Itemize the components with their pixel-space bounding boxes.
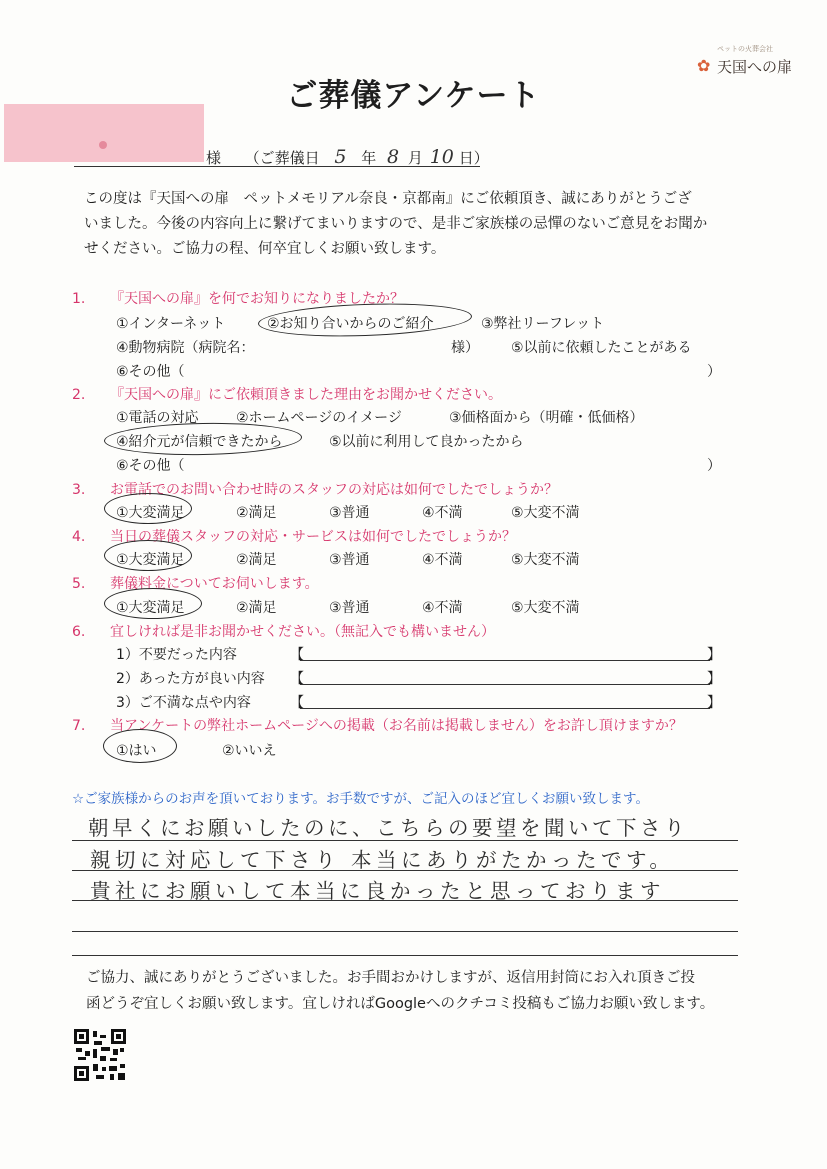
question-2 bbox=[72, 384, 502, 404]
redaction-mark bbox=[99, 141, 107, 149]
question-text: 『天国への扉』を何でお知りになりましたか？ bbox=[110, 291, 404, 307]
honorific-label: 様 bbox=[206, 149, 222, 167]
closing-line: ご協力、誠にありがとうございました。お手間おかけしますが、返信用封筒にお入れ頂きご投 bbox=[86, 970, 695, 986]
q1-option-5[interactable]: ⑤以前に依頼したことがある bbox=[511, 340, 692, 356]
q3-selection-circle bbox=[104, 493, 192, 524]
feedback-note: ☆ご家族様からのお声を頂いております。お手数ですが、ご記入のほど宜しくお願い致します。 bbox=[72, 791, 649, 807]
question-text: 葬儀料金についてお伺いします。 bbox=[110, 576, 319, 592]
intro-line: この度は『天国への扉 ペットメモリアル奈良・京都南』にご依頼頂き、誠にありがとうござ bbox=[84, 191, 692, 207]
q6-item-1-field[interactable] bbox=[300, 660, 710, 661]
question-number: 2. bbox=[72, 387, 86, 403]
q4-option-5[interactable]: ⑤大変不満 bbox=[511, 552, 580, 568]
q2-option-3[interactable]: ③価格面から（明確・低価格） bbox=[449, 410, 644, 426]
intro-line: いました。今後の内容向上に繋げてまいりますので、是非ご家族様の忌憚のないご意見をお聞か bbox=[84, 216, 708, 232]
q2-option-5[interactable]: ⑤以前に利用して良かったから bbox=[329, 434, 524, 450]
q2-option-6-end: ） bbox=[707, 458, 721, 474]
q2-option-4[interactable]: ④紹介元が信頼できたから bbox=[116, 434, 283, 450]
q1-option-4-end: 様） bbox=[451, 340, 479, 356]
year-unit: 年 bbox=[361, 149, 377, 167]
question-number: 5. bbox=[72, 576, 86, 592]
question-6 bbox=[72, 621, 495, 641]
q1-option-6[interactable]: ⑥その他（ bbox=[116, 364, 185, 380]
q6-item-1-bracket-close: 】 bbox=[707, 647, 721, 663]
logo-name: 天国への扉 bbox=[717, 58, 793, 76]
q4-selection-circle bbox=[104, 540, 192, 571]
q7-option-1[interactable]: ①はい bbox=[116, 743, 157, 759]
q6-item-3-bracket-close: 】 bbox=[707, 695, 721, 711]
q2-option-6[interactable]: ⑥その他（ bbox=[116, 458, 185, 474]
q3-option-5[interactable]: ⑤大変不満 bbox=[511, 505, 580, 521]
q6-item-1-bracket-open: 【 bbox=[290, 647, 304, 663]
q5-option-3[interactable]: ③普通 bbox=[329, 600, 370, 616]
q6-item-3-field[interactable] bbox=[300, 708, 710, 709]
logo-mark-icon: ✿ bbox=[697, 56, 711, 75]
q4-option-4[interactable]: ④不満 bbox=[422, 552, 463, 568]
q6-item-3-bracket-open: 【 bbox=[290, 695, 304, 711]
handwritten-comment-line-3: 貴社にお願いして本当に良かったと思っております bbox=[90, 879, 665, 903]
writing-line bbox=[72, 931, 738, 932]
q2-option-2[interactable]: ②ホームページのイメージ bbox=[236, 410, 402, 426]
intro-line: せください。ご協力の程、何卒宜しくお願い致します。 bbox=[84, 241, 446, 257]
q5-option-1[interactable]: ①大変満足 bbox=[116, 600, 185, 616]
q6-item-2-field[interactable] bbox=[300, 684, 710, 685]
q3-option-3[interactable]: ③普通 bbox=[329, 505, 370, 521]
q6-item-2-bracket-close: 】 bbox=[707, 671, 721, 687]
closing-text bbox=[86, 965, 746, 1017]
question-5 bbox=[72, 573, 319, 593]
question-number: 3. bbox=[72, 482, 86, 498]
section-divider bbox=[72, 955, 738, 956]
q6-item-3-label: 3）ご不満な点や内容 bbox=[116, 695, 251, 711]
q1-option-1[interactable]: ①インターネット bbox=[116, 316, 226, 332]
handwritten-month: 8 bbox=[387, 146, 400, 168]
q1-option-2[interactable]: ②お知り合いからのご紹介 bbox=[267, 316, 434, 332]
question-text: お電話でのお問い合わせ時のスタッフの対応は如何でしたでしょうか？ bbox=[110, 482, 558, 498]
question-number: 6. bbox=[72, 624, 86, 640]
handwritten-day: 10 bbox=[429, 146, 454, 168]
q6-item-2-label: 2）あった方が良い内容 bbox=[116, 671, 265, 687]
q7-selection-circle bbox=[103, 729, 177, 763]
redacted-name-block bbox=[4, 104, 204, 162]
page-title: ご葬儀アンケート bbox=[286, 78, 541, 114]
q4-option-3[interactable]: ③普通 bbox=[329, 552, 370, 568]
handwritten-comment-line-2: 親切に対応して下さり 本当にありがたかったです。 bbox=[90, 848, 675, 872]
closing-line: 函どうぞ宜しくお願い致します。宜しければGoogleへのクチコミ投稿もご協力お願い致します。 bbox=[86, 996, 715, 1012]
name-underline bbox=[74, 166, 480, 167]
q5-selection-circle bbox=[104, 588, 202, 619]
intro-text bbox=[84, 187, 744, 262]
q1-option-6-end: ） bbox=[707, 364, 721, 380]
q1-option-3[interactable]: ③弊社リーフレット bbox=[481, 316, 605, 332]
month-unit: 月 bbox=[407, 149, 423, 167]
day-unit: 日） bbox=[458, 149, 489, 167]
q5-option-2[interactable]: ②満足 bbox=[236, 600, 277, 616]
handwritten-comment-line-1: 朝早くにお願いしたのに、こちらの要望を聞いて下さり bbox=[88, 816, 688, 840]
date-prefix-label: （ご葬儀日 bbox=[244, 149, 320, 167]
q2-option-1[interactable]: ①電話の対応 bbox=[116, 410, 199, 426]
q1-option-4[interactable]: ④動物病院（病院名： bbox=[116, 340, 255, 356]
question-number: 7. bbox=[72, 718, 86, 734]
q3-option-1[interactable]: ①大変満足 bbox=[116, 505, 185, 521]
question-text: 『天国への扉』にご依頼頂きました理由をお聞かせください。 bbox=[110, 387, 502, 403]
q5-option-4[interactable]: ④不満 bbox=[422, 600, 463, 616]
q7-option-2[interactable]: ②いいえ bbox=[222, 743, 277, 759]
question-text: 当日の葬儀スタッフの対応・サービスは如何でしたでしょうか？ bbox=[110, 529, 516, 545]
q3-option-2[interactable]: ②満足 bbox=[236, 505, 277, 521]
q4-option-1[interactable]: ①大変満足 bbox=[116, 552, 185, 568]
handwritten-year: 5 bbox=[334, 146, 347, 168]
q6-item-1-label: 1）不要だった内容 bbox=[116, 647, 237, 663]
question-text: 宜しければ是非お聞かせください。（無記入でも構いません） bbox=[110, 624, 495, 640]
q3-option-4[interactable]: ④不満 bbox=[422, 505, 463, 521]
q4-option-2[interactable]: ②満足 bbox=[236, 552, 277, 568]
ceremony-date-line bbox=[206, 146, 489, 168]
qr-code[interactable] bbox=[74, 1029, 126, 1081]
question-number: 4. bbox=[72, 529, 86, 545]
q6-item-2-bracket-open: 【 bbox=[290, 671, 304, 687]
q5-option-5[interactable]: ⑤大変不満 bbox=[511, 600, 580, 616]
question-text: 当アンケートの弊社ホームページへの掲載（お名前は掲載しません）をお許し頂けますか？ bbox=[110, 718, 683, 734]
question-number: 1. bbox=[72, 291, 86, 307]
logo-subtitle: ペットの火葬会社 bbox=[717, 45, 773, 53]
